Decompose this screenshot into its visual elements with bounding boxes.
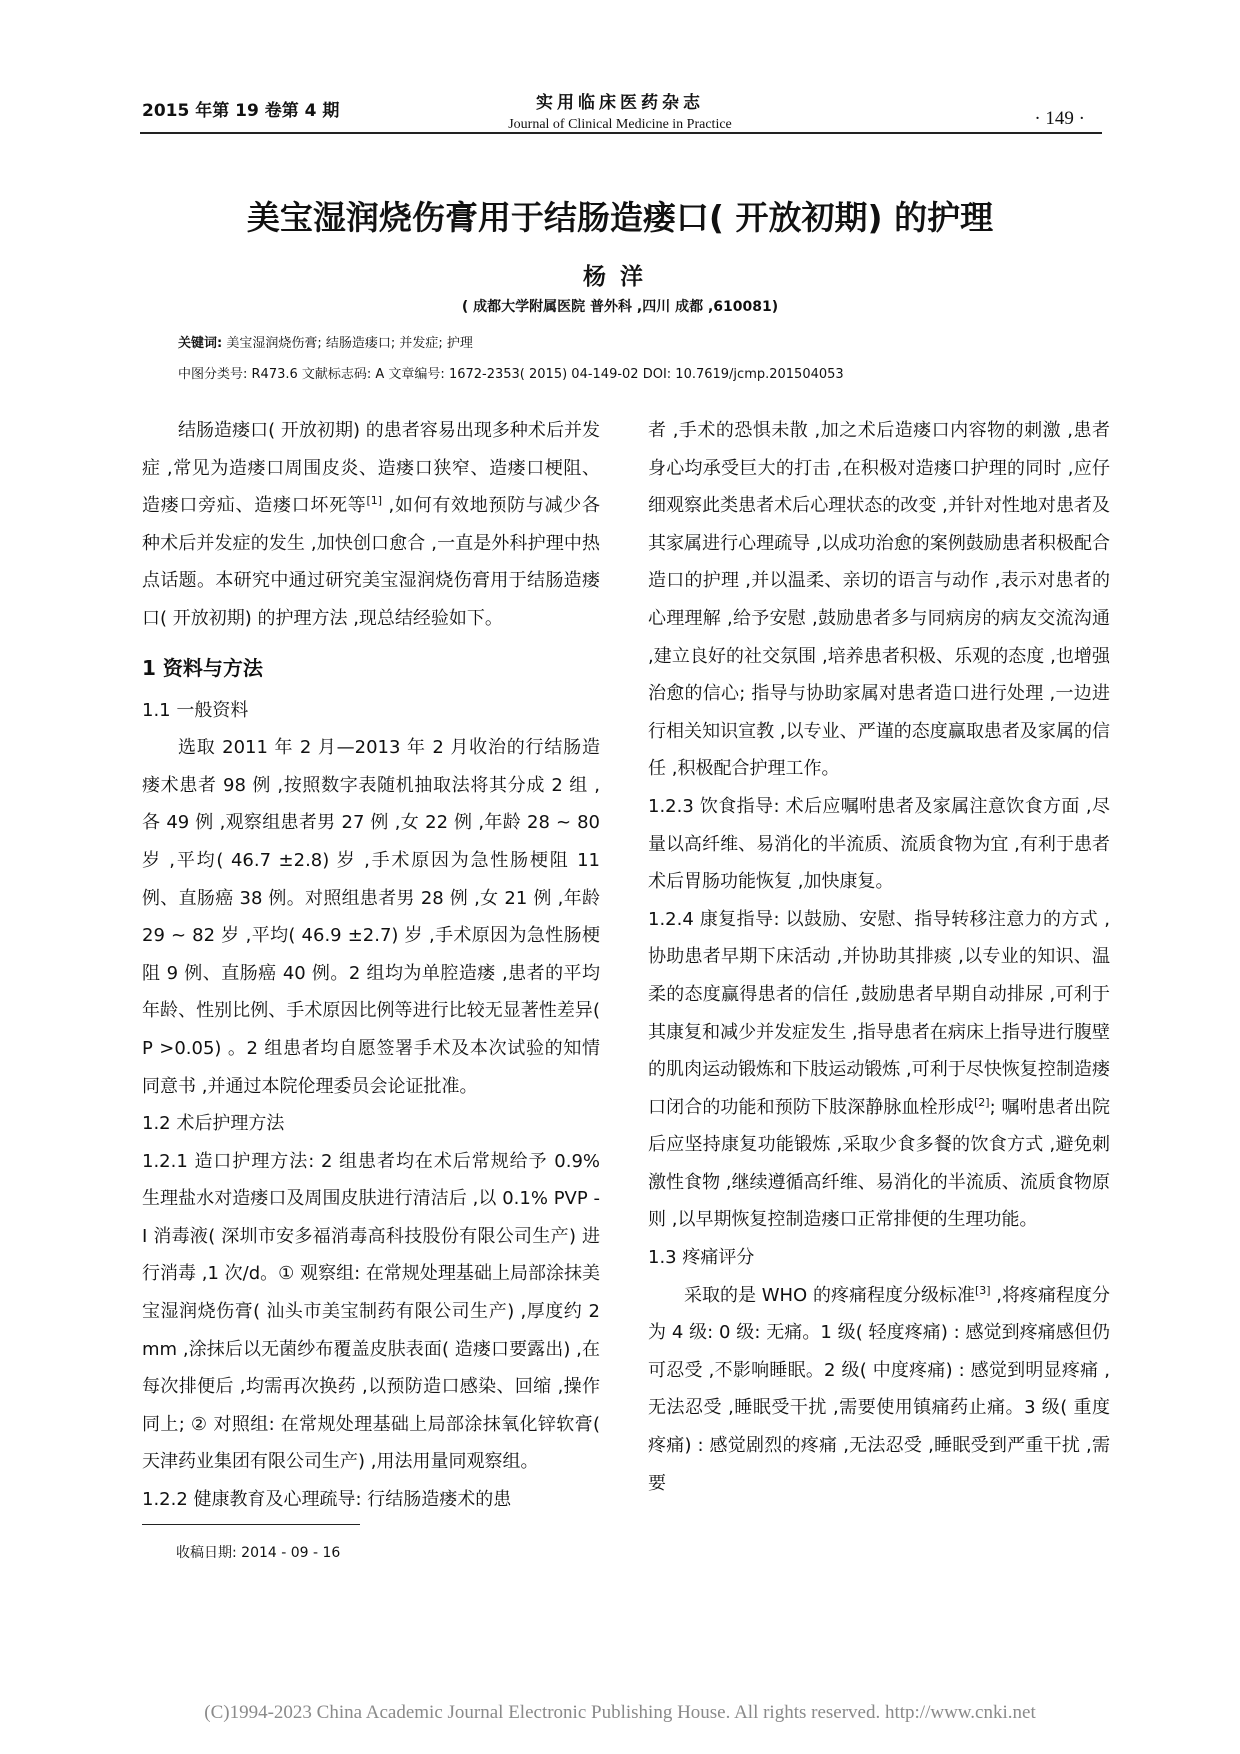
health-education-paragraph-start: 1.2.2 健康教育及心理疏导: 行结肠造瘘术的患: [142, 1489, 512, 1511]
keywords-text: 美宝湿润烧伤膏; 结肠造瘘口; 并发症; 护理: [226, 336, 473, 351]
pain-text-b: ,将疼痛程度分为 4 级: 0 级: 无痛。1 级( 轻度疼痛) : 感觉到疼痛感但仍可忍受 ,不影响睡眠。2 级( 中度疼痛) : 感觉到明显疼痛 ,无法忍受 ,睡眠受干扰 ,需要使用镇痛药止痛。3 级( 重度疼痛) : 感觉剧烈的疼痛 ,无法忍受 ,睡眠受到严重干扰 ,需要: [648, 1284, 1110, 1494]
page-number: · 149 ·: [1034, 108, 1085, 129]
affiliation: ( 成都大学附属医院 普外科 ,四川 成都 ,610081): [461, 299, 779, 315]
intro-text-a: 结肠造瘘口( 开放初期) 的患者容易出现多种术后并发症 ,常见为造瘘口周围皮炎、造瘘口狭窄、造瘘口梗阻、造瘘口旁疝、造瘘口坏死等: [142, 420, 600, 517]
section-heading-1: 1 资料与方法: [142, 655, 263, 680]
keywords-label: 关键词:: [178, 336, 223, 351]
ref-1[interactable]: [1]: [366, 494, 383, 508]
copyright-notice: (C)1994-2023 China Academic Journal Electronic Publishing House. All rights reserved. http://www.cnki.net: [204, 1702, 1036, 1723]
header-divider: [140, 132, 1102, 134]
journal-name-cn: 实用临床医药杂志: [536, 93, 704, 113]
pain-score-paragraph: [648, 1277, 1110, 1503]
classification-line: 中图分类号: R473.6 文献标志码: A 文章编号: 1672-2353( 2015) 04-149-02 DOI: 10.7619/jcmp.201504053: [178, 367, 844, 382]
section-heading-1-2: 1.2 术后护理方法: [142, 1113, 285, 1135]
issue-info: 2015 年第 19 卷第 4 期: [142, 101, 340, 121]
author: 杨洋: [583, 264, 657, 290]
intro-text-b: ,如何有效地预防与减少各种术后并发症的发生 ,加快创口愈合 ,一直是外科护理中热点话题。本研究中通过研究美宝湿润烧伤膏用于结肠造瘘口( 开放初期) 的护理方法 ,现总结经验如下。: [142, 495, 600, 629]
health-education-paragraph-cont: 者 ,手术的恐惧未散 ,加之术后造瘘口内容物的刺激 ,患者身心均承受巨大的打击 ,在积极对造瘘口护理的同时 ,应仔细观察此类患者术后心理状态的改变 ,并针对性地对患者及其家属进行心理疏导 ,以成功治愈的案例鼓励患者积极配合造口的护理 ,并以温柔、亲切的语言与动作 ,表示对患者的心理理解 ,给予安慰 ,鼓励患者多与同病房的病友交流沟通 ,建立良好的社交氛围 ,培养患者积极、乐观的态度 ,也增强治愈的信心; 指导与协助家属对患者造口进行处理 ,一边进行相关知识宣教 ,以专业、严谨的态度赢取患者及家属的信任 ,积极配合护理工作。: [648, 420, 1110, 780]
general-info-paragraph: 选取 2011 年 2 月—2013 年 2 月收治的行结肠造瘘术患者 98 例 ,按照数字表随机抽取法将其分成 2 组 ,各 49 例 ,观察组患者男 27 例 ,女 22 例 ,年龄 28 ~ 80 岁 ,平均( 46.7 ±2.8) 岁 ,手术原因为急性肠梗阻 11 例、直肠癌 38 例。对照组患者男 28 例 ,女 21 例 ,年龄 29 ~ 82 岁 ,平均( 46.9 ±2.7) 岁 ,手术原因为急性肠梗阻 9 例、直肠癌 40 例。2 组均为单腔造瘘 ,患者的平均年龄、性别比例、手术原因比例等进行比较无显著性差异( P >0.05) 。2 组患者均自愿签署手术及本次试验的知情同意书 ,并通过本院伦理委员会论证批准。: [142, 737, 600, 1097]
left-column: [142, 412, 600, 1519]
pain-text-a: 采取的是 WHO 的疼痛程度分级标准: [684, 1284, 975, 1306]
rehab-text-a: 1.2.4 康复指导: 以鼓励、安慰、指导转移注意力的方式 ,协助患者早期下床活动 ,并协助其排痰 ,以专业的知识、温柔的态度赢得患者的信任 ,鼓励患者早期自动排尿 ,可利于其康复和减少并发症发生 ,指导患者在病床上指导进行腹壁的肌肉运动锻炼和下肢运动锻炼 ,可利于尽快恢复控制造瘘口闭合的功能和预防下肢深静脉血栓形成: [648, 908, 1110, 1118]
footnote-divider: [142, 1524, 360, 1525]
rehab-guidance-paragraph: [648, 901, 1110, 1239]
right-column: [648, 412, 1110, 1502]
stoma-care-paragraph: 1.2.1 造口护理方法: 2 组患者均在术后常规给予 0.9% 生理盐水对造瘘口及周围皮肤进行清洁后 ,以 0.1% PVP - I 消毒液( 深圳市安多福消毒高科技股份有限公司生产) 进行消毒 ,1 次/d。① 观察组: 在常规处理基础上局部涂抹美宝湿润烧伤膏( 汕头市美宝制药有限公司生产) ,厚度约 2 mm ,涂抹后以无菌纱布覆盖皮肤表面( 造瘘口要露出) ,在每次排便后 ,均需再次换药 ,以预防造口感染、回缩 ,操作同上; ② 对照组: 在常规处理基础上局部涂抹氧化锌软膏( 天津药业集团有限公司生产) ,用法用量同观察组。: [142, 1150, 600, 1473]
keywords: [178, 332, 473, 351]
diet-guidance-paragraph: 1.2.3 饮食指导: 术后应嘱咐患者及家属注意饮食方面 ,尽量以高纤维、易消化的半流质、流质食物为宜 ,有利于患者术后胃肠功能恢复 ,加快康复。: [648, 795, 1110, 893]
section-heading-1-3: 1.3 疼痛评分: [648, 1247, 755, 1269]
rehab-text-b: ; 嘱咐患者出院后应坚持康复功能锻炼 ,采取少食多餐的饮食方式 ,避免刺激性食物 ,继续遵循高纤维、易消化的半流质、流质食物原则 ,以早期恢复控制造瘘口正常排便的生理功能。: [648, 1096, 1111, 1231]
article-title: 美宝湿润烧伤膏用于结肠造瘘口( 开放初期) 的护理: [246, 198, 994, 237]
intro-paragraph: [142, 412, 600, 638]
received-date: 收稿日期: 2014 - 09 - 16: [176, 1545, 341, 1561]
journal-name-en: Journal of Clinical Medicine in Practice: [508, 117, 732, 132]
ref-3[interactable]: [3]: [974, 1283, 991, 1297]
ref-2[interactable]: [2]: [973, 1095, 990, 1109]
section-heading-1-1: 1.1 一般资料: [142, 699, 249, 721]
